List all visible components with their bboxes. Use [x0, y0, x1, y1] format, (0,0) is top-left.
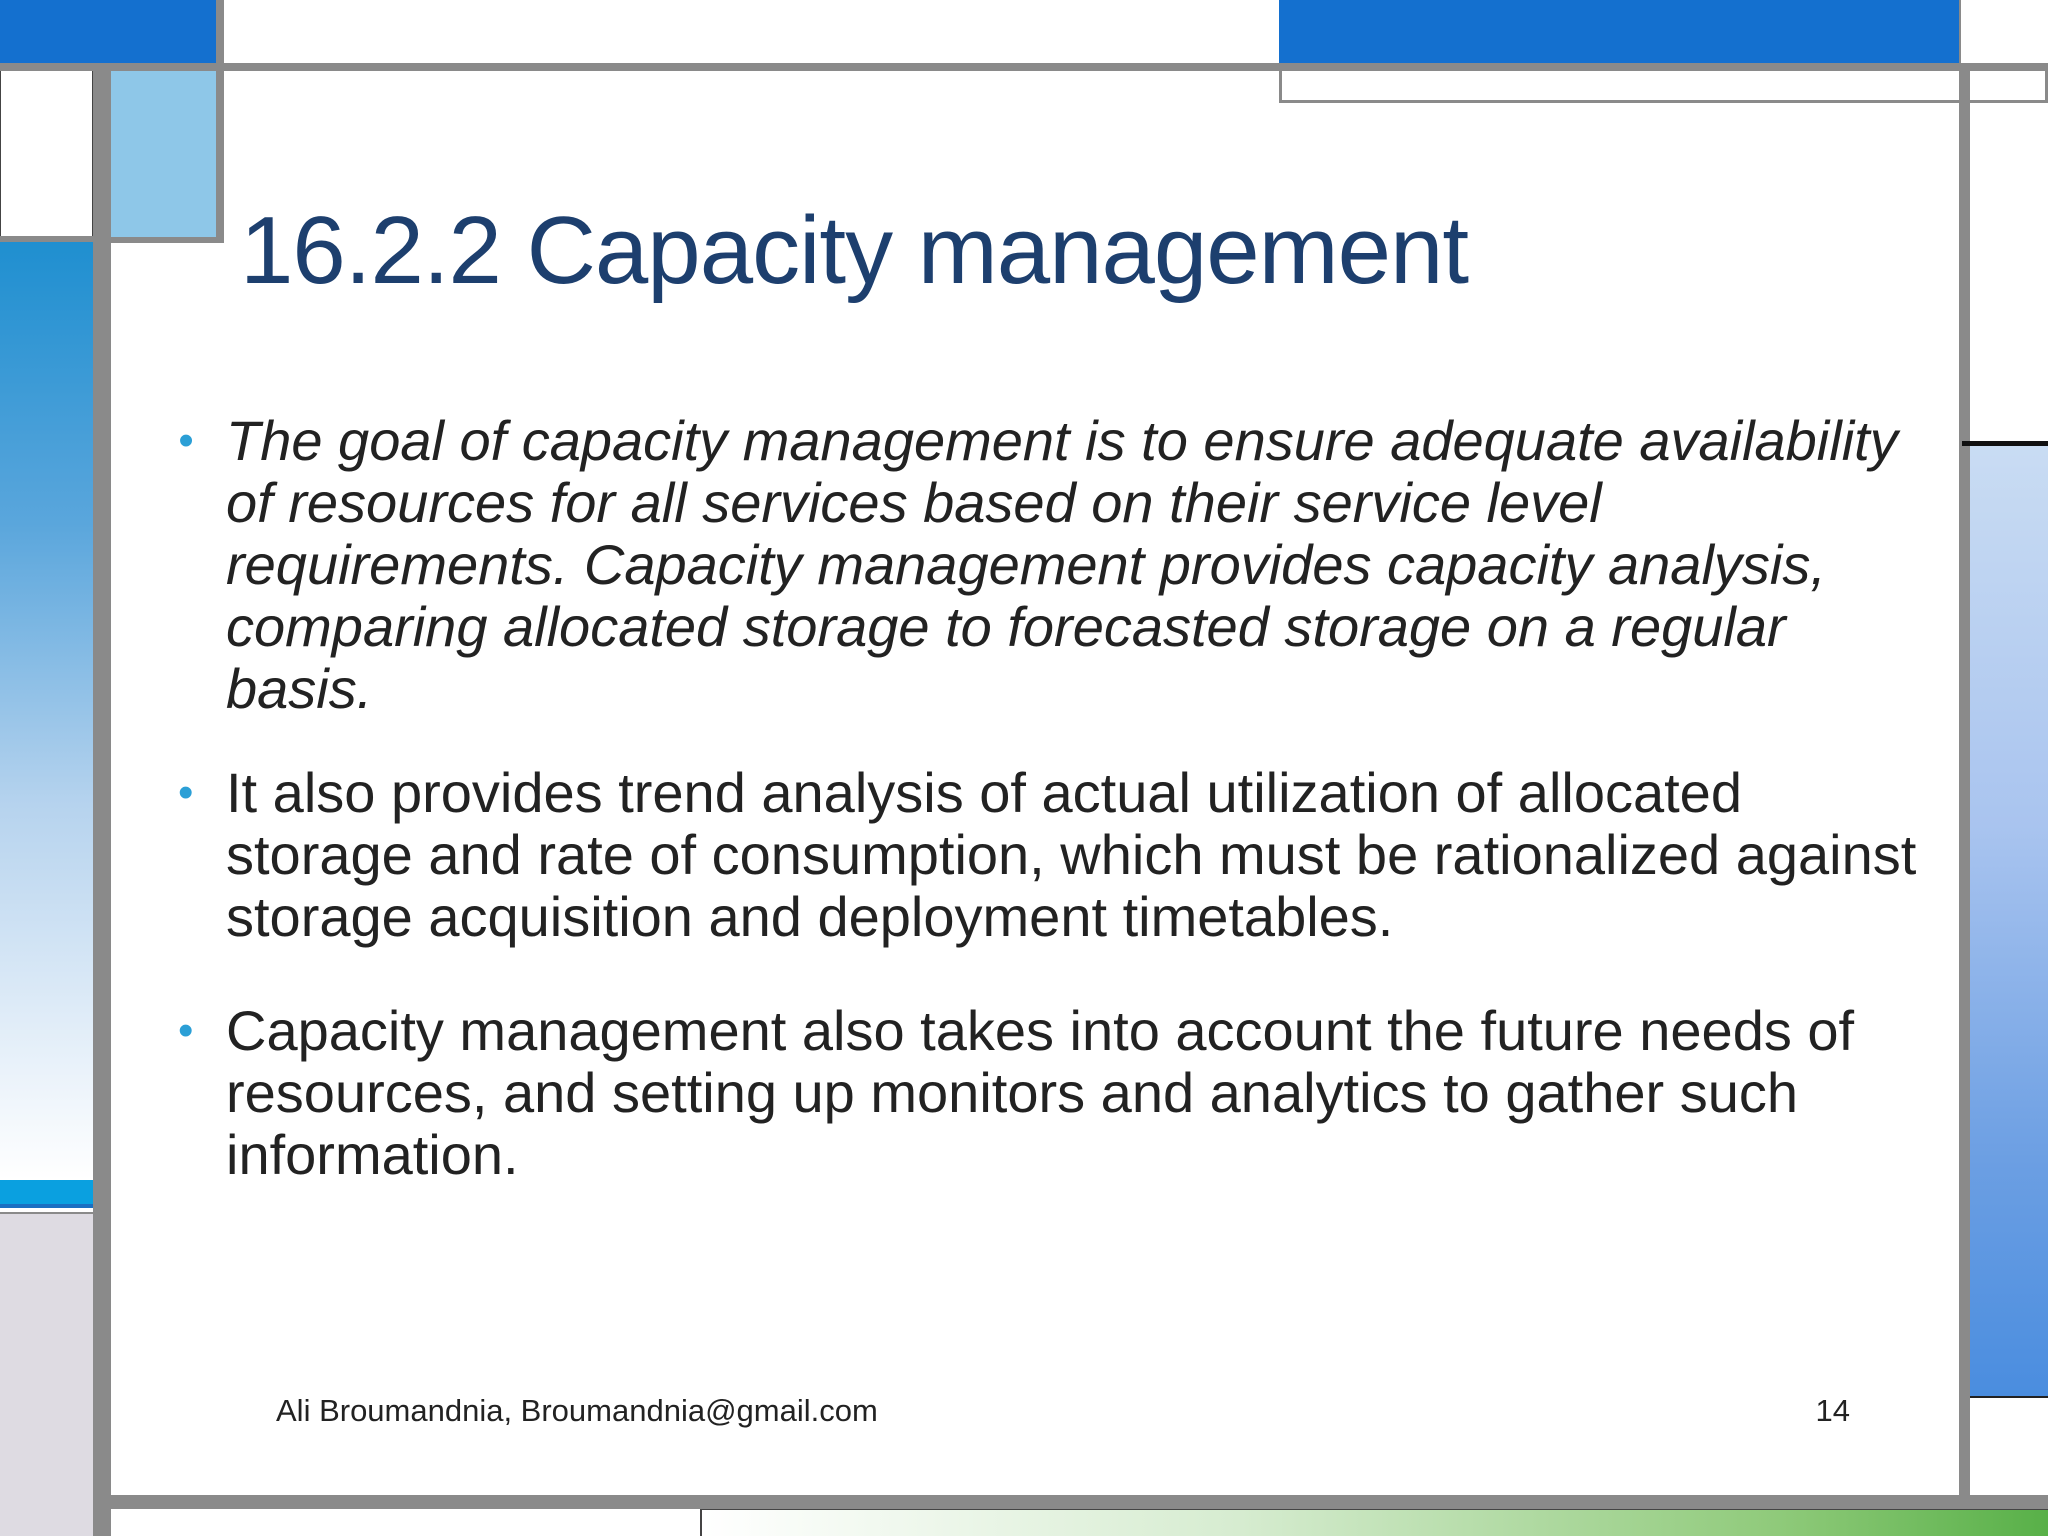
decor-left-gray-block: [0, 1212, 93, 1536]
decor-bottom-bar: [93, 1495, 2048, 1509]
bullet-text: Capacity management also takes into account the future needs of resources, and setting up monitors and analytics to gather such information.: [226, 999, 1855, 1186]
decor-top-bar: [0, 63, 2048, 71]
bullet-text: The goal of capacity management is to ensure adequate availability of resources for all services based on their service level requirements. Capacity management provides capacity analysis, comparing allocated storage to forecasted storage on a regular basis.: [226, 409, 1898, 720]
bullet-marker: •: [178, 768, 194, 817]
decor-right-gradient-panel: [1970, 446, 2048, 1398]
decor-right-bar: [1959, 63, 1970, 1497]
decor-bottom-green-strip: [700, 1509, 2048, 1536]
decor-left-bar: [93, 63, 111, 1536]
decor-left-white-block: [0, 71, 93, 238]
bullet-text: It also provides trend analysis of actual utilization of allocated storage and rate of consumption, which must be rationalized against storage acquisition and deployment timetables.: [226, 761, 1917, 948]
decor-white-block-top-right: [1959, 0, 2048, 63]
decor-outline-box-top-right: [1279, 71, 2048, 103]
decor-blue-block-top-right: [1279, 0, 1959, 63]
footer-author: Ali Broumandnia, Broumandnia@gmail.com: [276, 1393, 878, 1428]
decor-square-border-right: [216, 0, 224, 243]
bullet-marker: •: [178, 416, 194, 465]
bullet-list: [170, 410, 1920, 1186]
bullet-item: [170, 410, 1920, 720]
bullet-marker: •: [178, 1006, 194, 1055]
decor-square-border-bottom: [111, 237, 224, 243]
page-number: 14: [1815, 1393, 1850, 1428]
bullet-item: [170, 762, 1920, 948]
decor-left-accent-strip: [0, 1180, 93, 1208]
slide-title: 16.2.2 Capacity management: [240, 197, 1469, 304]
bullet-item: [170, 1000, 1920, 1186]
decor-left-gradient-panel: [0, 242, 93, 1180]
decor-blue-block-top-left: [0, 0, 221, 63]
decor-light-blue-square: [111, 71, 222, 241]
